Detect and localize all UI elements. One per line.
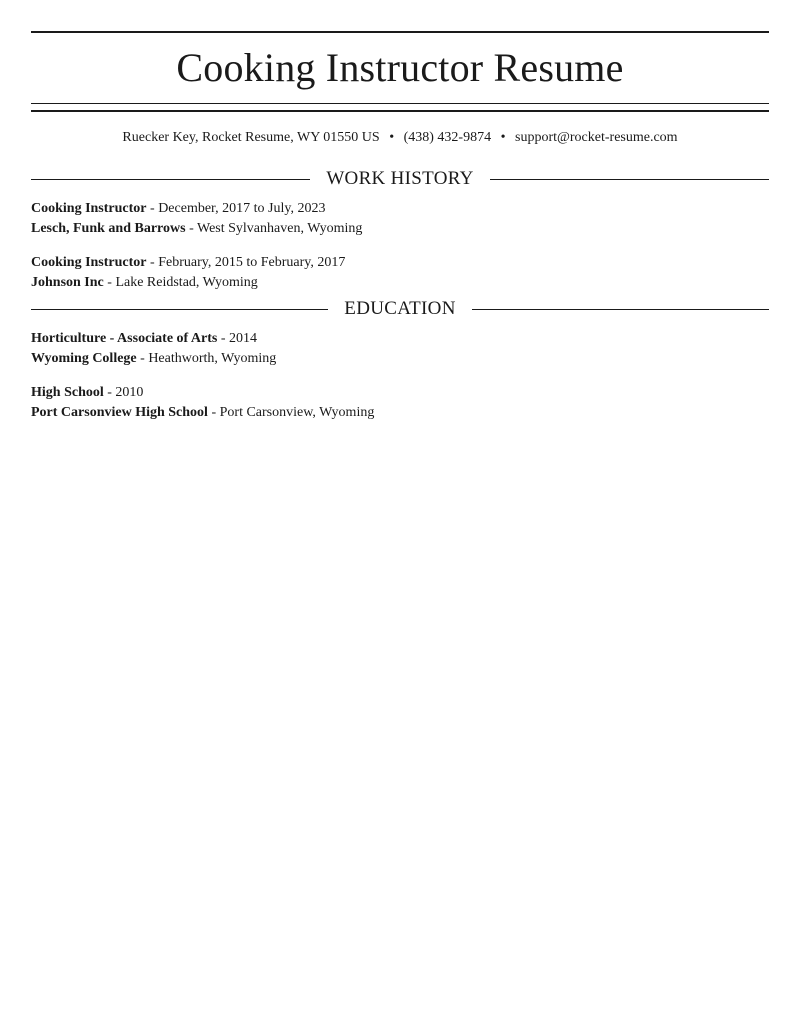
education-year: 2010 [115,385,144,400]
heading-rule-right [490,179,769,180]
education-entry-school-line [31,403,769,423]
dash: - [146,201,159,216]
education-title: EDUCATION [344,298,456,319]
education-school: Port Carsonview High School [31,405,208,420]
heading-rule-right [472,309,769,310]
title-double-rule [31,103,769,112]
work-entry-employer-line [31,219,769,239]
education-location: Heathworth, Wyoming [148,351,277,366]
work-dates: February, 2015 to February, 2017 [158,255,346,270]
education-entry-title-line [31,383,769,403]
work-role: Cooking Instructor [31,255,147,270]
resume-page [31,0,769,423]
contact-address: Ruecker Key, Rocket Resume, WY 01550 US [122,130,380,145]
work-dates: December, 2017 to July, 2023 [158,201,326,216]
contact-separator: • [500,130,506,145]
dash: - [136,351,149,366]
dash: - [217,331,230,346]
dash: - [185,221,197,236]
contact-separator: • [389,130,395,145]
education-degree: Horticulture - Associate of Arts [31,331,218,346]
work-employer: Lesch, Funk and Barrows [31,221,186,236]
education-heading [31,297,769,321]
work-location: West Sylvanhaven, Wyoming [196,221,363,236]
contact-phone: (438) 432-9874 [403,130,492,145]
education-entry-school-line [31,349,769,369]
work-role: Cooking Instructor [31,201,147,216]
work-location: Lake Reidstad, Wyoming [115,275,258,290]
work-entry [31,199,769,239]
education-school: Wyoming College [31,351,137,366]
dash: - [207,405,220,420]
work-history-title: WORK HISTORY [326,168,474,189]
work-entry-title-line [31,199,769,219]
education-entry-title-line [31,329,769,349]
dash: - [103,385,116,400]
heading-rule-left [31,179,310,180]
dash: - [103,275,116,290]
page-title: Cooking Instructor Resume [176,45,624,90]
work-entry-employer-line [31,273,769,293]
work-entry [31,253,769,293]
work-entry-title-line [31,253,769,273]
education-year: 2014 [229,331,258,346]
work-history-heading [31,167,769,191]
education-degree: High School [31,385,104,400]
heading-rule-left [31,309,328,310]
contact-line [31,127,769,149]
education-location: Port Carsonview, Wyoming [219,405,375,420]
education-entry [31,383,769,423]
contact-email: support@rocket-resume.com [515,130,678,145]
dash: - [146,255,159,270]
work-employer: Johnson Inc [31,275,104,290]
education-entry [31,329,769,369]
